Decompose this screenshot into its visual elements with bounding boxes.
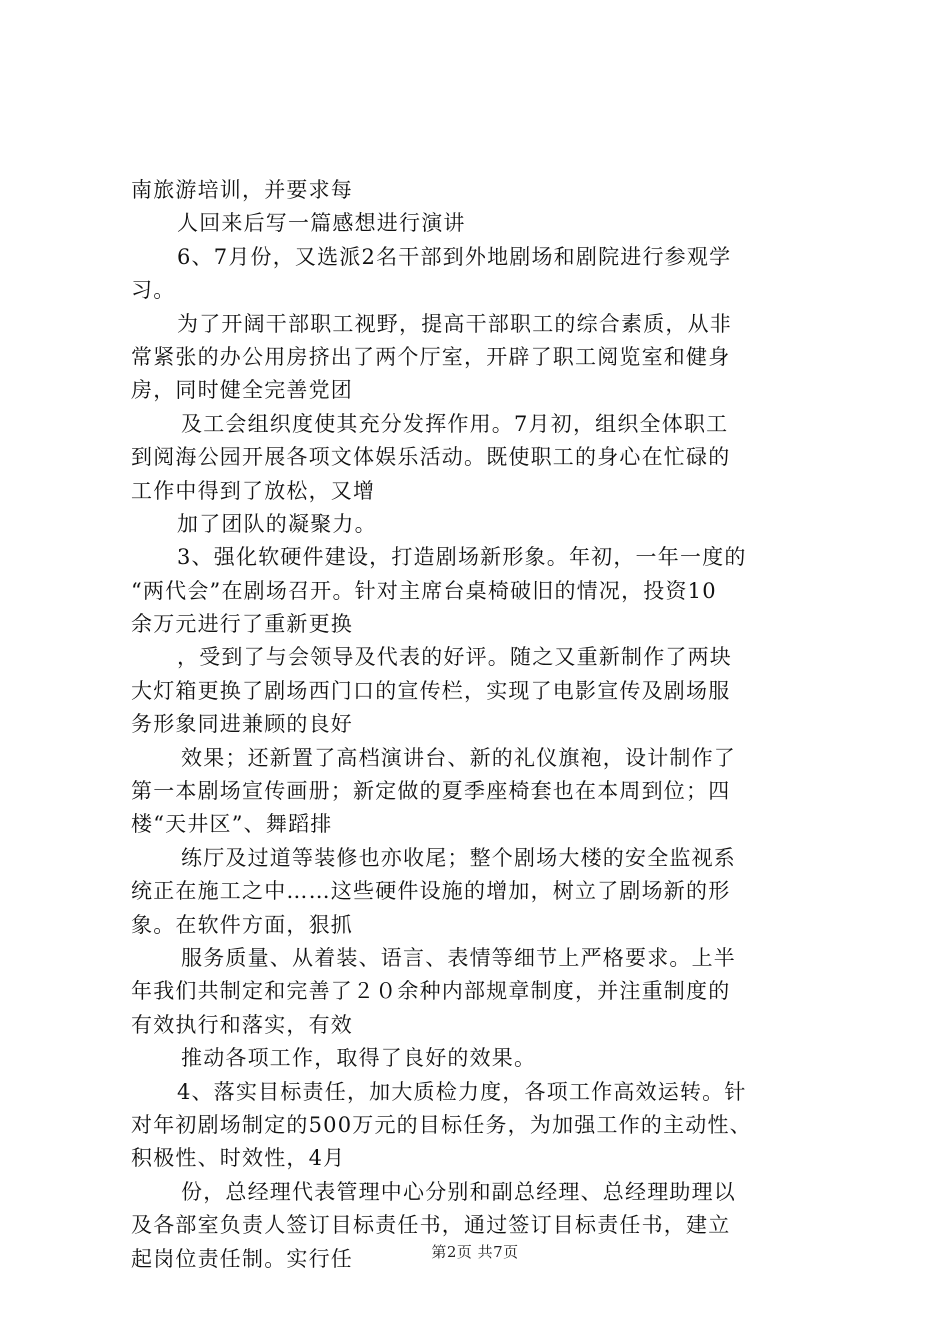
text-line: 对年初剧场制定的500万元的目标任务，为加强工作的主动性、 <box>131 1112 752 1137</box>
text-line: 余万元进行了重新更换 <box>131 612 353 637</box>
text-line: 练厅及过道等装修也亦收尾；整个剧场大楼的安全监视系 <box>181 845 736 870</box>
text-line: 及各部室负责人签订目标责任书，通过签订目标责任书，建立 <box>131 1213 731 1238</box>
text-line: 人回来后写一篇感想进行演讲 <box>177 211 466 236</box>
text-line: 大灯箱更换了剧场西门口的宣传栏，实现了电影宣传及剧场服 <box>131 678 731 703</box>
text-line: 积极性、时效性，4月 <box>131 1146 346 1171</box>
text-line: 及工会组织度使其充分发挥作用。7月初，组织全体职工 <box>181 411 729 436</box>
text-line: 服务质量、从着装、语言、表情等细节上严格要求。上半 <box>181 945 736 970</box>
text-line: 房，同时健全完善党团 <box>131 378 353 403</box>
text-line: 务形象同进兼顾的良好 <box>131 712 353 737</box>
text-line: 南旅游培训，并要求每 <box>131 178 353 202</box>
text-line: 加了团队的凝聚力。 <box>177 511 377 536</box>
body-text <box>131 174 851 1276</box>
text-line: 年我们共制定和完善了２０余种内部规章制度，并注重制度的 <box>131 979 731 1004</box>
text-line: 楼“天井区”、舞蹈排 <box>131 812 333 837</box>
text-line: 效果；还新置了高档演讲台、新的礼仪旗袍，设计制作了 <box>181 745 736 770</box>
text-line: 推动各项工作，取得了良好的效果。 <box>181 1046 537 1071</box>
text-line: 份，总经理代表管理中心分别和副总经理、总经理助理以 <box>181 1179 736 1204</box>
text-line: 常紧张的办公用房挤出了两个厅室，开辟了职工阅览室和健身 <box>131 344 731 369</box>
text-line: 4、落实目标责任，加大质检力度，各项工作高效运转。针 <box>177 1079 747 1104</box>
page-number-footer: 第2页 共7页 <box>431 1243 519 1261</box>
text-line: 3、强化软硬件建设，打造剧场新形象。年初，一年一度的 <box>177 545 747 570</box>
text-line: 第一本剧场宣传画册；新定做的夏季座椅套也在本周到位；四 <box>131 779 731 804</box>
text-line: 习。 <box>131 278 176 303</box>
text-line: ，受到了与会领导及代表的好评。随之又重新制作了两块 <box>177 645 732 670</box>
text-line: 起岗位责任制。实行任 <box>131 1246 353 1271</box>
text-line: “两代会”在剧场召开。针对主席台桌椅破旧的情况，投资10 <box>131 578 717 603</box>
text-line: 象。在软件方面，狠抓 <box>131 912 353 937</box>
text-line: 6、7月份，又选派2名干部到外地剧场和剧院进行参观学 <box>177 244 732 269</box>
text-line: 统正在施工之中……这些硬件设施的增加，树立了剧场新的形 <box>131 879 731 904</box>
text-line: 为了开阔干部职工视野，提高干部职工的综合素质，从非 <box>177 311 732 336</box>
text-line: 到阅海公园开展各项文体娱乐活动。既使职工的身心在忙碌的 <box>131 445 731 470</box>
text-line: 工作中得到了放松，又增 <box>131 478 376 503</box>
text-line: 有效执行和落实，有效 <box>131 1012 353 1037</box>
